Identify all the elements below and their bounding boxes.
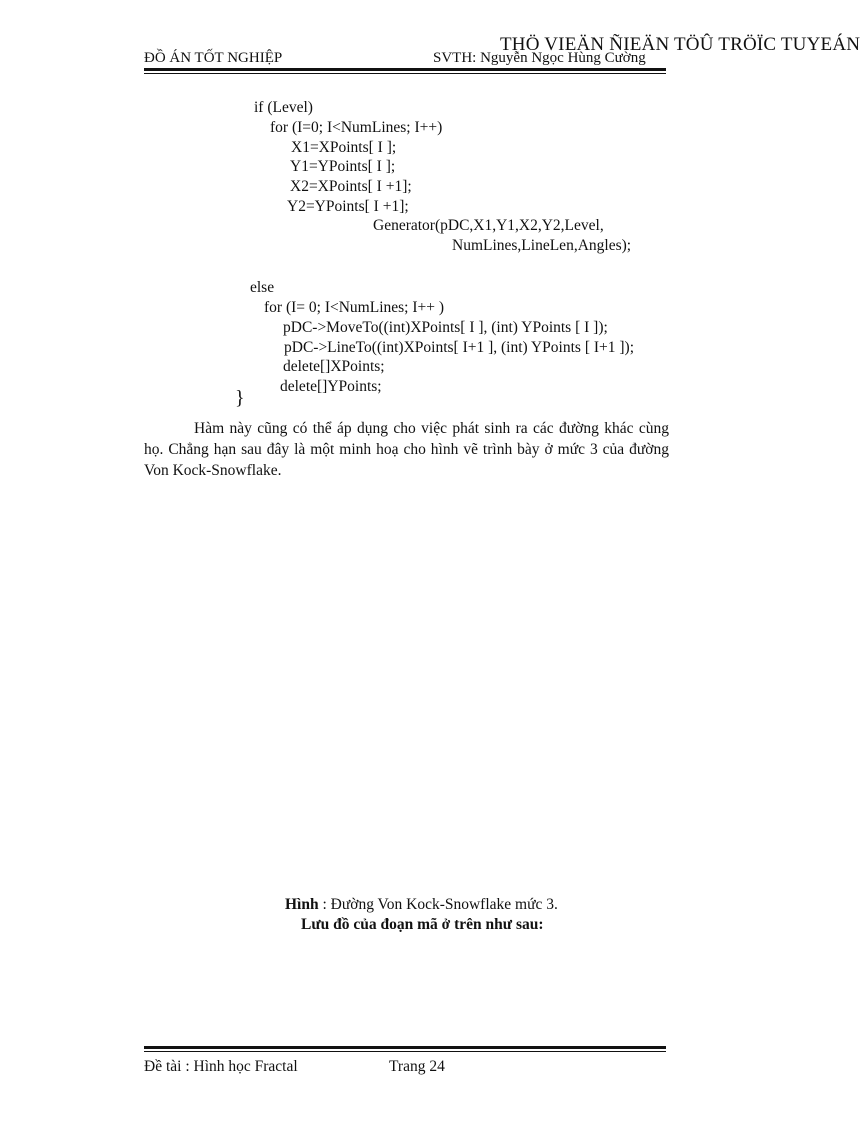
code-line: X1=XPoints[ I ];	[291, 139, 397, 156]
footer-rule-thick	[144, 1046, 666, 1049]
watermark-text: THÖ VIEÄN ÑIEÄN TÖÛ TRÖÏC TUYEÁN	[500, 34, 860, 55]
code-line: pDC->MoveTo((int)XPoints[ I ], (int) YPoints [ I ]);	[283, 319, 608, 336]
body-paragraph	[144, 418, 669, 481]
code-line: for (I=0; I<NumLines; I++)	[270, 119, 443, 136]
header-left: ĐỒ ÁN TỐT NGHIỆP	[144, 50, 283, 66]
caption-label: Hình	[285, 896, 319, 913]
code-line: pDC->LineTo((int)XPoints[ I+1 ], (int) YPoints [ I+1 ]);	[284, 339, 635, 356]
code-line: delete[]YPoints;	[280, 378, 382, 395]
footer-topic: Đề tài : Hình học Fractal	[144, 1058, 298, 1075]
caption-text: : Đường Von Kock-Snowflake mức 3.	[318, 896, 558, 913]
footer-rule-thin	[144, 1051, 666, 1052]
page-number: Trang 24	[389, 1058, 445, 1075]
closing-brace: }	[235, 387, 245, 409]
code-line: Generator(pDC,X1,Y1,X2,Y2,Level,	[373, 217, 604, 234]
code-line: else	[250, 279, 275, 296]
code-line: for (I= 0; I<NumLines; I++ )	[264, 299, 445, 316]
code-line: delete[]XPoints;	[283, 358, 385, 375]
code-line: Y1=YPoints[ I ];	[290, 158, 396, 175]
code-line: Y2=YPoints[ I +1];	[287, 198, 409, 215]
paragraph-text: Hàm này cũng có thể áp dụng cho việc phát sinh ra các đường khác cùng họ. Chẳng hạn sau đây là một minh hoạ cho hình vẽ trình bày ở mức 3 của đường Von Kock-Snowflake.	[144, 420, 669, 479]
header-right: SVTH: Nguyễn Ngọc Hùng Cường	[433, 50, 646, 66]
code-line: X2=XPoints[ I +1];	[290, 178, 412, 195]
figure-area	[144, 490, 666, 890]
header-rule-thick	[144, 68, 666, 71]
code-line: NumLines,LineLen,Angles);	[452, 237, 632, 254]
code-line: if (Level)	[254, 99, 313, 116]
flowchart-note: Lưu đồ của đoạn mã ở trên như sau:	[301, 916, 544, 933]
header-rule-thin	[144, 73, 666, 74]
figure-caption	[285, 896, 558, 914]
